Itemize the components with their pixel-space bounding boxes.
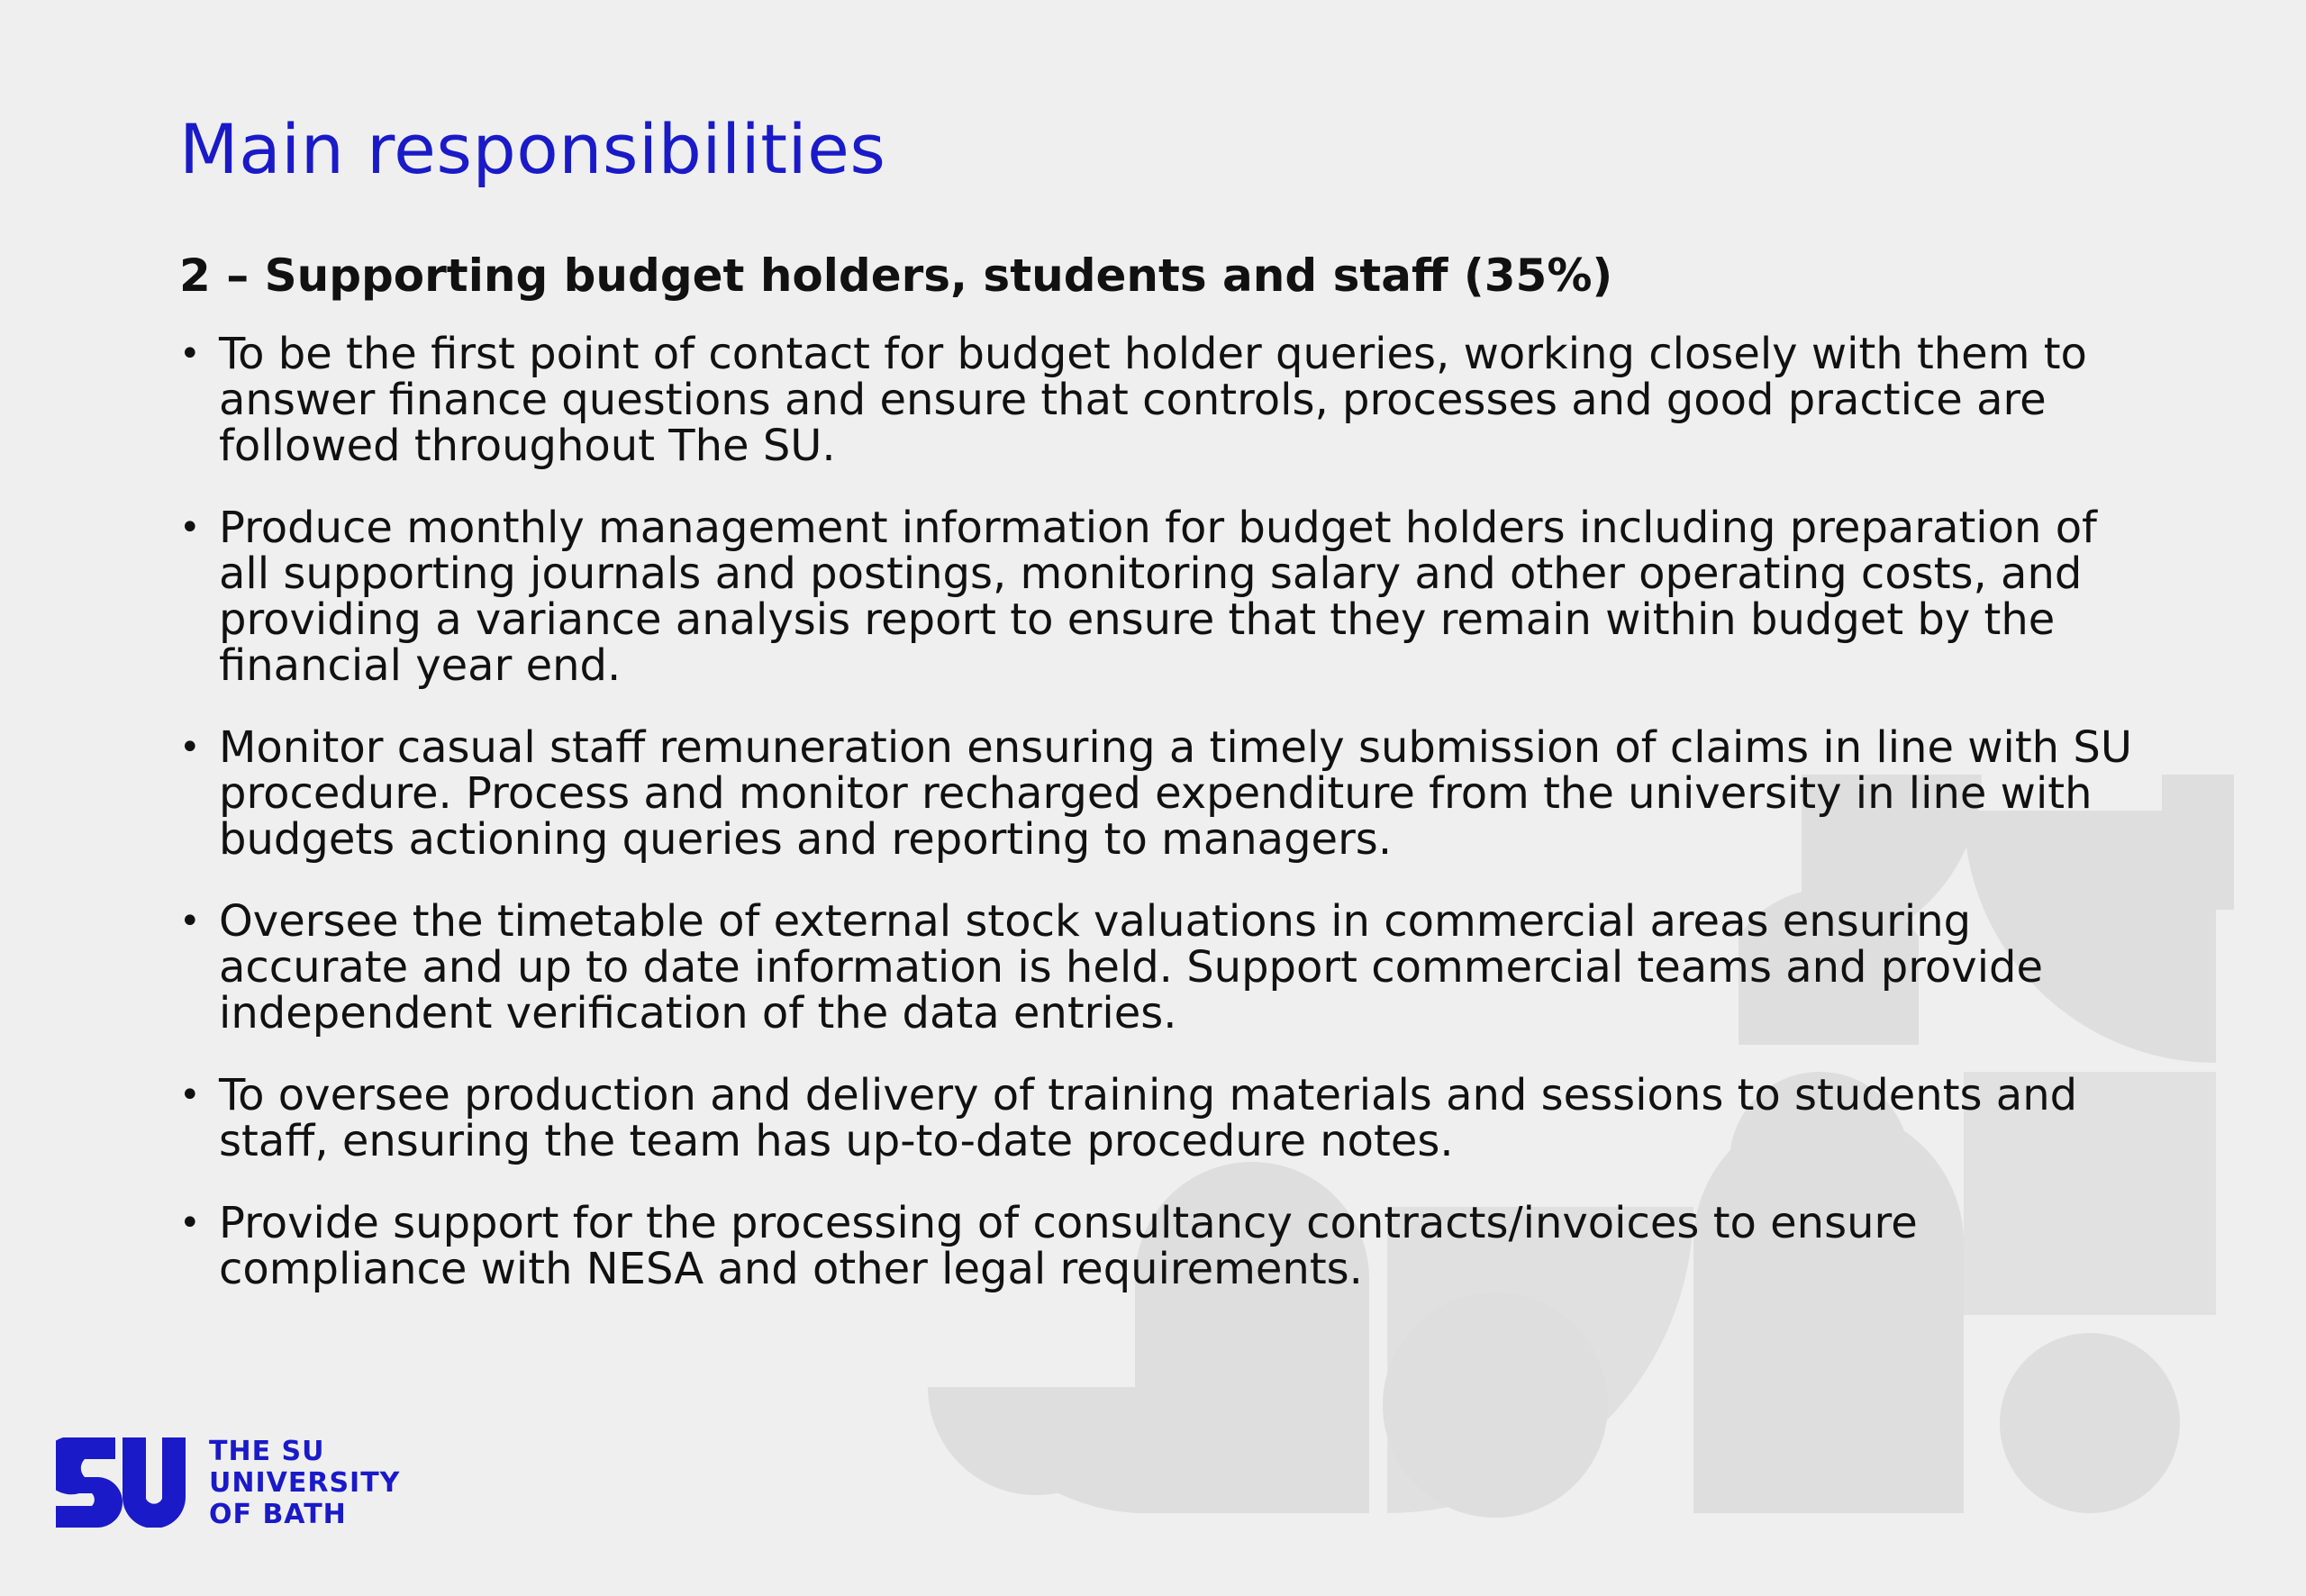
- list-item-text: Oversee the timetable of external stock valuations in commercial areas ensuring accurate and up to date information is held. Support commercial teams and provide independent verification of the data entries.: [219, 896, 2044, 1038]
- list-item-text: Provide support for the processing of consultancy contracts/invoices to ensure compliance with NESA and other legal requirements.: [219, 1198, 1918, 1294]
- logo-wordmark: [209, 1436, 400, 1530]
- list-item: [179, 722, 2143, 865]
- bullet-dot-icon: •: [179, 727, 201, 768]
- su-logo-mark-icon: [56, 1437, 186, 1528]
- bullet-dot-icon: •: [179, 507, 201, 549]
- list-item-text: Monitor casual staff remuneration ensuring a timely submission of claims in line with SU procedure. Process and monitor recharged expenditure from the university in line with budgets actioning queries and reporting to managers.: [219, 722, 2132, 865]
- logo-line: THE SU: [209, 1436, 325, 1467]
- list-item: [179, 331, 2143, 469]
- page-title: Main responsibilities: [179, 109, 886, 189]
- list-item: [179, 505, 2143, 689]
- list-item-text: To be the first point of contact for budget holder queries, working closely with them to answer finance questions and ensure that controls, processes and good practice are followed throughout The SU.: [219, 329, 2087, 471]
- list-item-text: To oversee production and delivery of training materials and sessions to students and staff, ensuring the team has up-to-date procedure notes.: [219, 1070, 2078, 1166]
- section-heading: 2 – Supporting budget holders, students and staff (35%): [179, 249, 1613, 302]
- list-item: [179, 896, 2143, 1038]
- list-item: [179, 1070, 2143, 1166]
- responsibilities-list: [179, 331, 2143, 1328]
- su-bath-logo: [56, 1436, 416, 1535]
- bullet-dot-icon: •: [179, 1075, 201, 1116]
- list-item-text: Produce monthly management information for budget holders including preparation of all supporting journals and postings, monitoring salary and other operating costs, and providing a variance analysis report to ensure that they remain within budget by the financial year end.: [219, 503, 2097, 691]
- logo-line: OF BATH: [209, 1499, 347, 1530]
- logo-line: UNIVERSITY: [209, 1467, 401, 1499]
- bullet-dot-icon: •: [179, 1202, 201, 1244]
- bullet-dot-icon: •: [179, 901, 201, 942]
- bullet-dot-icon: •: [179, 333, 201, 375]
- list-item: [179, 1198, 2143, 1294]
